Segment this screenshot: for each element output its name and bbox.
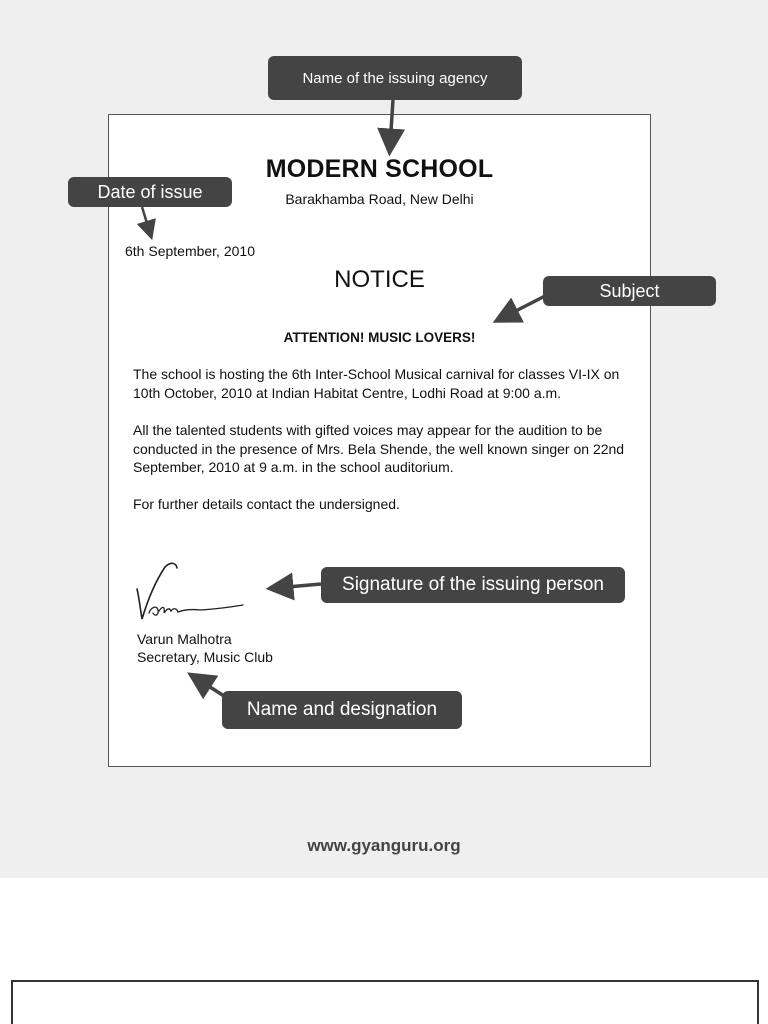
notice-sheet	[108, 114, 651, 767]
issue-date: 6th September, 2010	[125, 243, 255, 259]
callout-signature: Signature of the issuing person	[321, 567, 625, 603]
callout-subject: Subject	[543, 276, 716, 306]
callout-date-of-issue: Date of issue	[68, 177, 232, 207]
signer-designation: Secretary, Music Club	[137, 649, 273, 665]
notice-heading: NOTICE	[334, 266, 425, 293]
notice-paragraph: All the talented students with gifted voices may appear for the audition to be conducted in the presence of Mrs. Bela Shende, the well known singer on 22nd September, 2010 at 9 a.m. in the school auditorium.	[133, 422, 625, 475]
callout-name-designation: Name and designation	[222, 691, 462, 729]
notice-paragraph: For further details contact the undersigned.	[133, 496, 400, 512]
callout-issuing-agency: Name of the issuing agency	[268, 56, 522, 100]
signer-name: Varun Malhotra	[137, 631, 232, 647]
website-link[interactable]: www.gyanguru.org	[307, 836, 461, 855]
notice-paragraph: The school is hosting the 6th Inter-School Musical carnival for classes VI-IX on 10th October, 2010 at Indian Habitat Centre, Lodhi Road at 9:00 a.m.	[133, 366, 620, 401]
empty-frame	[11, 980, 759, 1024]
notice-subject: ATTENTION! MUSIC LOVERS!	[283, 330, 476, 345]
school-address: Barakhamba Road, New Delhi	[285, 191, 474, 207]
school-name: MODERN SCHOOL	[265, 155, 494, 183]
signature-image	[131, 555, 261, 635]
